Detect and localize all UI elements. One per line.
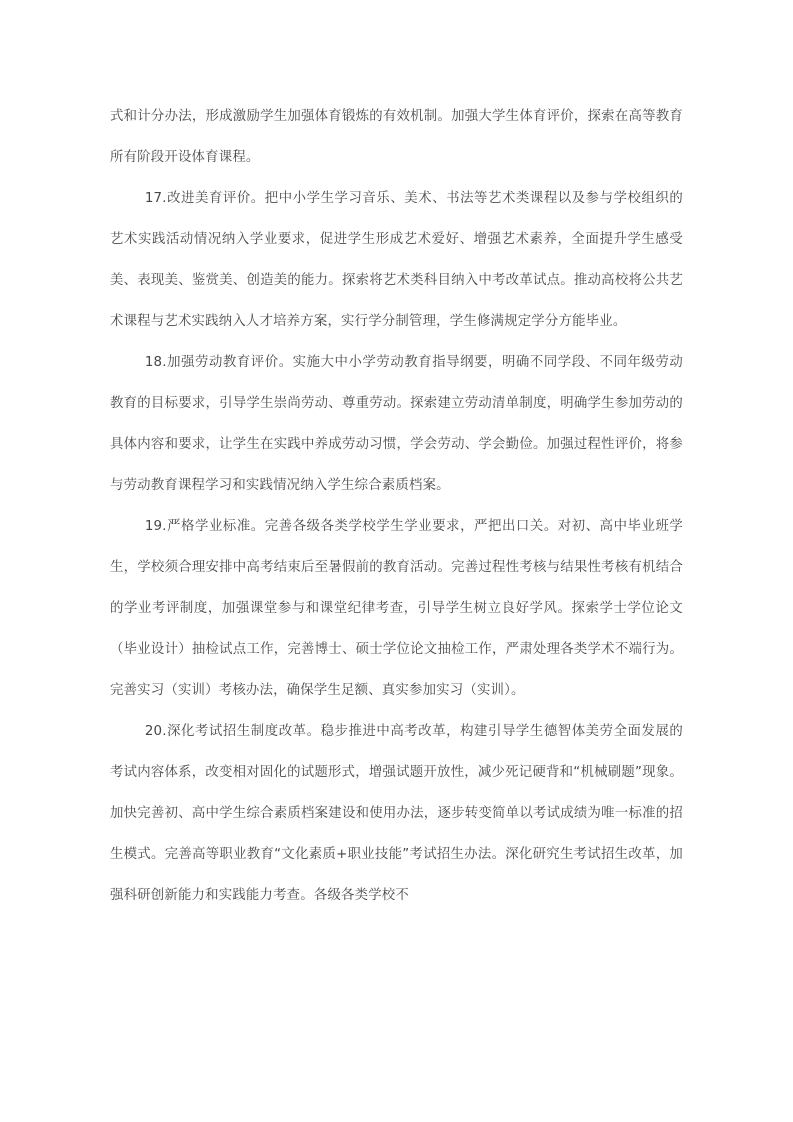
paragraph-item-17: 17.改进美育评价。把中小学生学习音乐、美术、书法等艺术类课程以及参与学校组织的艺术实践活动情况纳入学业要求，促进学生形成艺术爱好、增强艺术素养，全面提升学生感受美、表现美、鉴赏美、创造美的能力。探索将艺术类科目纳入中考改革试点。推动高校将公共艺术课程与艺术实践纳入人才培养方案，实行学分制管理，学生修满规定学分方能毕业。 <box>110 191 683 329</box>
paragraph-item-20: 20.深化考试招生制度改革。稳步推进中高考改革，构建引导学生德智体美劳全面发展的考试内容体系，改变相对固化的试题形式，增强试题开放性，减少死记硬背和“机械刷题”现象。加快完善初、高中学生综合素质档案建设和使用办法，逐步转变简单以考试成绩为唯一标准的招生模式。完善高等职业教育“文化素质+职业技能”考试招生办法。深化研究生考试招生改革，加强科研创新能力和实践能力考查。各级各类学校不 <box>110 724 683 903</box>
paragraph-item-18: 18.加强劳动教育评价。实施大中小学劳动教育指导纲要，明确不同学段、不同年级劳动教育的目标要求，引导学生崇尚劳动、尊重劳动。探索建立劳动清单制度，明确学生参加劳动的具体内容和要求，让学生在实践中养成劳动习惯，学会劳动、学会勤俭。加强过程性评价，将参与劳动教育课程学习和实践情况纳入学生综合素质档案。 <box>110 355 683 493</box>
paragraph-item-19: 19.严格学业标准。完善各级各类学校学生学业要求，严把出口关。对初、高中毕业班学生，学校须合理安排中高考结束后至暑假前的教育活动。完善过程性考核与结果性考核有机结合的学业考评制度，加强课堂参与和课堂纪律考查，引导学生树立良好学风。探索学士学位论文（毕业设计）抽检试点工作，完善博士、硕士学位论文抽检工作，严肃处理各类学术不端行为。完善实习（实训）考核办法，确保学生足额、真实参加实习（实训）。 <box>110 519 683 698</box>
paragraph-continued: 式和计分办法，形成激励学生加强体育锻炼的有效机制。加强大学生体育评价，探索在高等教育所有阶段开设体育课程。 <box>110 109 683 165</box>
document-body <box>110 96 683 916</box>
